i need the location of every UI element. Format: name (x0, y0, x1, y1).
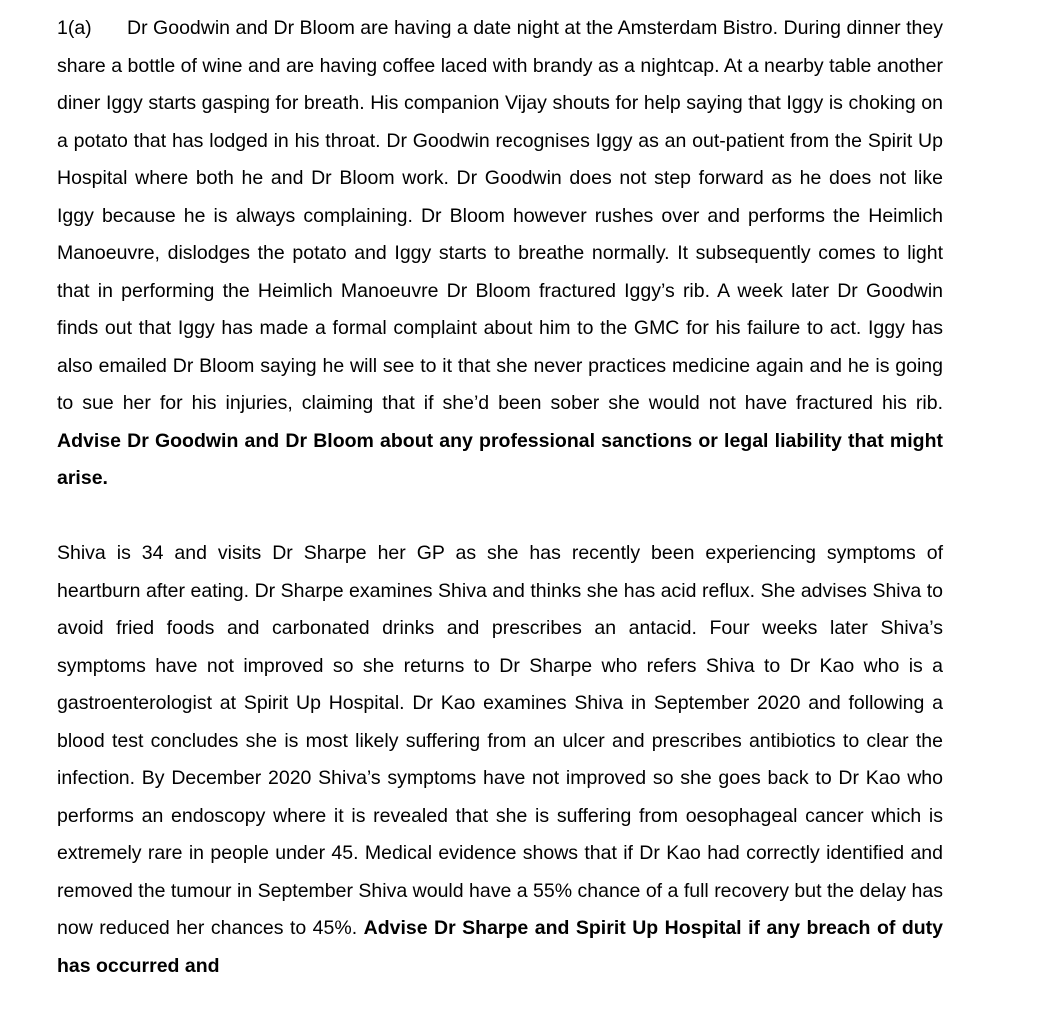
question-2-instruction: Advise Dr Sharpe and Spirit Up Hospital if any breach of duty has occurred and (57, 917, 943, 977)
question-label: 1(a) (57, 17, 92, 39)
question-1a-instruction: Advise Dr Goodwin and Dr Bloom about any professional sanctions or legal liability that might arise. (57, 429, 943, 489)
question-2-body: Shiva is 34 and visits Dr Sharpe her GP as she has recently been experiencing symptoms of heartburn after eating. Dr Sharpe examines Shiva and thinks she has acid reflux. She advises Shiva to avoid fried foods and carbonated drinks and prescribes an antacid. Four weeks later Shiva’s symptoms have not improved so she returns to Dr Sharpe who refers Shiva to Dr Kao who is a gastroenterologist at Spirit Up Hospital. Dr Kao examines Shiva in September 2020 and following a blood test concludes she is most likely suffering from an ulcer and prescribes antibiotics to clear the infection. By December 2020 Shiva’s symptoms have not improved so she goes back to Dr Kao who performs an endoscopy where it is revealed that she is suffering from oesophageal cancer which is extremely rare in people under 45. Medical evidence shows that if Dr Kao had correctly identified and removed the tumour in September Shiva would have a 55% chance of a full recovery but the delay has now reduced her chances to 45%. (57, 542, 943, 939)
document-page (57, 10, 943, 985)
question-2-paragraph (57, 535, 943, 985)
question-1a-paragraph (57, 10, 943, 498)
paragraph-gap (57, 498, 943, 536)
question-1a-body: Dr Goodwin and Dr Bloom are having a date night at the Amsterdam Bistro. During dinner they share a bottle of wine and are having coffee laced with brandy as a nightcap. At a nearby table another diner Iggy starts gasping for breath. His companion Vijay shouts for help saying that Iggy is choking on a potato that has lodged in his throat. Dr Goodwin recognises Iggy as an out-patient from the Spirit Up Hospital where both he and Dr Bloom work. Dr Goodwin does not step forward as he does not like Iggy because he is always complaining. Dr Bloom however rushes over and performs the Heimlich Manoeuvre, dislodges the potato and Iggy starts to breathe normally. It subsequently comes to light that in performing the Heimlich Manoeuvre Dr Bloom fractured Iggy’s rib. A week later Dr Goodwin finds out that Iggy has made a formal complaint about him to the GMC for his failure to act. Iggy has also emailed Dr Bloom saying he will see to it that she never practices medicine again and he is going to sue her for his injuries, claiming that if she’d been sober she would not have fractured his rib. (57, 17, 943, 414)
